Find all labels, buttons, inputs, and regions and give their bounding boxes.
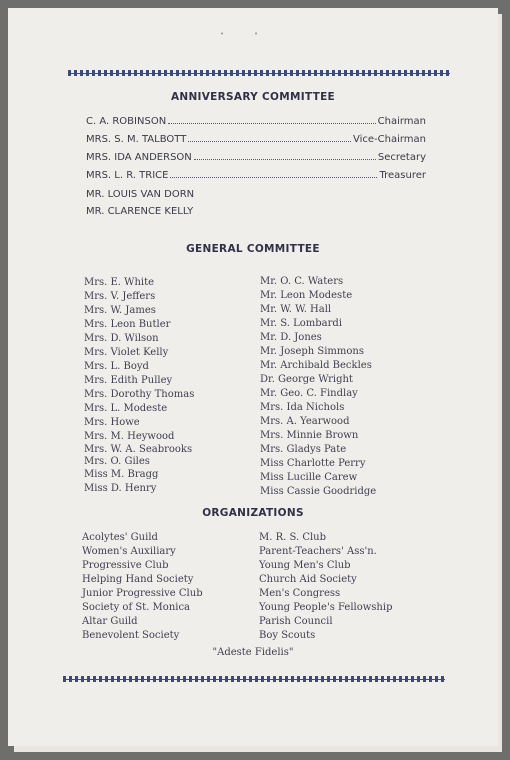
list-item: Young Men's Club	[259, 560, 351, 571]
list-item: Parish Council	[259, 616, 333, 627]
list-item: Mr. Geo. C. Findlay	[260, 388, 358, 399]
general-committee-left-column	[84, 276, 194, 496]
officer-row	[86, 169, 426, 185]
paper-speck: •	[220, 30, 225, 38]
officer-role: Treasurer	[379, 170, 426, 181]
list-item: Mrs. Minnie Brown	[260, 430, 359, 441]
general-committee-heading: GENERAL COMMITTEE	[186, 243, 320, 255]
leader-dots	[194, 151, 376, 160]
list-item: Mrs. Howe	[84, 417, 140, 428]
list-item: Mrs. O. Giles	[84, 456, 150, 467]
anniversary-committee-heading: ANNIVERSARY COMMITTEE	[170, 91, 336, 103]
list-item: Mrs. L. Modeste	[84, 403, 168, 414]
list-item: Men's Congress	[259, 588, 341, 599]
officer-name: MRS. S. M. TALBOTT	[86, 134, 187, 145]
list-item: Mrs. Leon Butler	[84, 319, 171, 330]
closing-hymn: "Adeste Fidelis"	[212, 647, 294, 658]
organizations-left-column	[82, 531, 203, 643]
list-item: Society of St. Monica	[82, 602, 191, 613]
list-item: Boy Scouts	[259, 630, 316, 641]
list-item: Parent-Teachers' Ass'n.	[259, 546, 377, 557]
officer-role: Vice-Chairman	[352, 134, 426, 145]
list-item: Miss Lucille Carew	[260, 472, 358, 483]
list-item: Mrs. D. Wilson	[84, 333, 159, 344]
bottom-ornamental-divider	[63, 674, 445, 684]
list-item: Miss Cassie Goodridge	[260, 486, 377, 497]
organizations-right-column	[259, 531, 392, 643]
list-item: Mr. Archibald Beckles	[260, 360, 372, 371]
list-item: Mrs. W. A. Seabrooks	[84, 444, 193, 455]
list-item: Helping Hand Society	[82, 574, 194, 585]
list-item: Mrs. Dorothy Thomas	[84, 389, 195, 400]
list-item: Young People's Fellowship	[259, 602, 393, 613]
top-ornamental-divider	[68, 68, 450, 78]
list-item: Dr. George Wright	[260, 374, 353, 385]
officer-row	[86, 133, 426, 149]
list-item: Mrs. Ida Nichols	[260, 402, 345, 413]
officer-row	[86, 115, 426, 131]
list-item: M. R. S. Club	[259, 532, 327, 543]
list-item: Mrs. V. Jeffers	[84, 291, 156, 302]
general-committee-right-column	[260, 275, 376, 499]
leader-dots	[188, 133, 351, 142]
officer-role: Chairman	[377, 116, 426, 127]
list-item: Mrs. L. Boyd	[84, 361, 149, 372]
list-item: Women's Auxiliary	[82, 546, 176, 557]
organizations-heading: ORGANIZATIONS	[202, 507, 304, 519]
list-item: Altar Guild	[82, 616, 138, 627]
list-item: Mrs. W. James	[84, 305, 156, 316]
officer-name: MRS. L. R. TRICE	[86, 170, 169, 181]
list-item: Miss M. Bragg	[84, 469, 159, 480]
list-item: Mr. Joseph Simmons	[260, 346, 364, 357]
officer-name: MRS. IDA ANDERSON	[86, 152, 192, 163]
list-item: Mr. W. W. Hall	[260, 304, 332, 315]
list-item: Church Aid Society	[259, 574, 357, 585]
list-item: Mrs. M. Heywood	[84, 431, 175, 442]
list-item: Mrs. E. White	[84, 277, 155, 288]
list-item: Mrs. Gladys Pate	[260, 444, 347, 455]
list-item: Benevolent Society	[82, 630, 180, 641]
list-item: Acolytes' Guild	[82, 532, 158, 543]
list-item: Progressive Club	[82, 560, 169, 571]
list-item: Mrs. Violet Kelly	[84, 347, 169, 358]
leader-dots	[168, 115, 375, 124]
paper-speck: •	[254, 30, 259, 38]
list-item: Mr. Leon Modeste	[260, 290, 353, 301]
officer-name: C. A. ROBINSON	[86, 116, 167, 127]
list-item: Miss Charlotte Perry	[260, 458, 366, 469]
leader-dots	[170, 169, 377, 178]
program-page	[8, 8, 498, 746]
list-item: Junior Progressive Club	[82, 588, 203, 599]
list-item: Mrs. A. Yearwood	[260, 416, 350, 427]
officer-row	[86, 151, 426, 167]
list-item: Miss D. Henry	[84, 483, 157, 494]
officer-role: Secretary	[377, 152, 426, 163]
list-item: Mrs. Edith Pulley	[84, 375, 173, 386]
list-item: Mr. D. Jones	[260, 332, 322, 343]
list-item: Mr. O. C. Waters	[260, 276, 344, 287]
list-item: Mr. S. Lombardi	[260, 318, 343, 329]
committee-member: MR. CLARENCE KELLY	[86, 206, 194, 217]
committee-member: MR. LOUIS VAN DORN	[86, 189, 195, 200]
